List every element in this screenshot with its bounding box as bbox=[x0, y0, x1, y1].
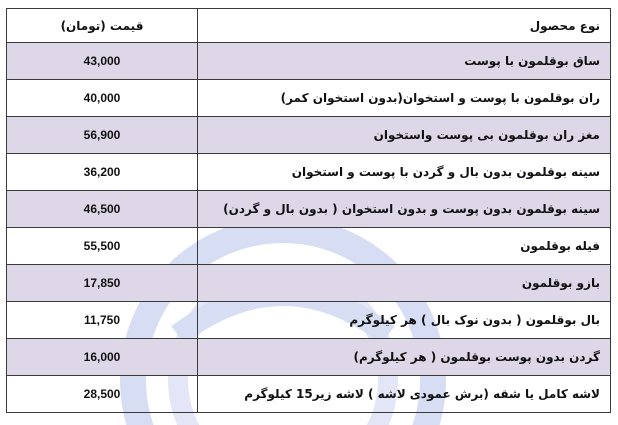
table-row bbox=[7, 43, 611, 80]
product-cell: ران بوقلمون با پوست و استخوان(بدون استخوان کمر) bbox=[198, 80, 611, 117]
table-row bbox=[7, 376, 611, 413]
table-row bbox=[7, 339, 611, 376]
product-cell: ساق بوقلمون با پوست bbox=[198, 43, 611, 80]
price-column-header: قیمت (تومان) bbox=[7, 9, 198, 43]
product-cell: سینه بوقلمون بدون بال و گردن با پوست و استخوان bbox=[198, 154, 611, 191]
price-cell: 43,000 bbox=[7, 43, 198, 80]
price-cell: 36,200 bbox=[7, 154, 198, 191]
product-cell: مغز ران بوقلمون بی پوست واستخوان bbox=[198, 117, 611, 154]
table-row bbox=[7, 117, 611, 154]
table-row bbox=[7, 265, 611, 302]
product-column-header: نوع محصول bbox=[198, 9, 611, 43]
table-row bbox=[7, 154, 611, 191]
price-cell: 28,500 bbox=[7, 376, 198, 413]
price-cell: 17,850 bbox=[7, 265, 198, 302]
product-cell: سینه بوقلمون بدون پوست و بدون استخوان ( بدون بال و گردن) bbox=[198, 191, 611, 228]
table-row bbox=[7, 228, 611, 265]
product-cell: فیله بوقلمون bbox=[198, 228, 611, 265]
price-cell: 11,750 bbox=[7, 302, 198, 339]
price-cell: 55,500 bbox=[7, 228, 198, 265]
price-cell: 56,900 bbox=[7, 117, 198, 154]
product-cell: گردن بدون پوست بوقلمون ( هر کیلوگرم) bbox=[198, 339, 611, 376]
product-cell: لاشه کامل یا شقه (برش عمودی لاشه ) لاشه زیر15 کیلوگرم bbox=[198, 376, 611, 413]
table-header-row bbox=[7, 9, 611, 43]
product-cell: بازو بوقلمون bbox=[198, 265, 611, 302]
table-row bbox=[7, 191, 611, 228]
price-cell: 16,000 bbox=[7, 339, 198, 376]
table-row bbox=[7, 80, 611, 117]
table-row bbox=[7, 302, 611, 339]
price-cell: 46,500 bbox=[7, 191, 198, 228]
price-table bbox=[6, 8, 611, 413]
price-cell: 40,000 bbox=[7, 80, 198, 117]
product-cell: بال بوقلمون ( بدون نوک بال ) هر کیلوگرم bbox=[198, 302, 611, 339]
